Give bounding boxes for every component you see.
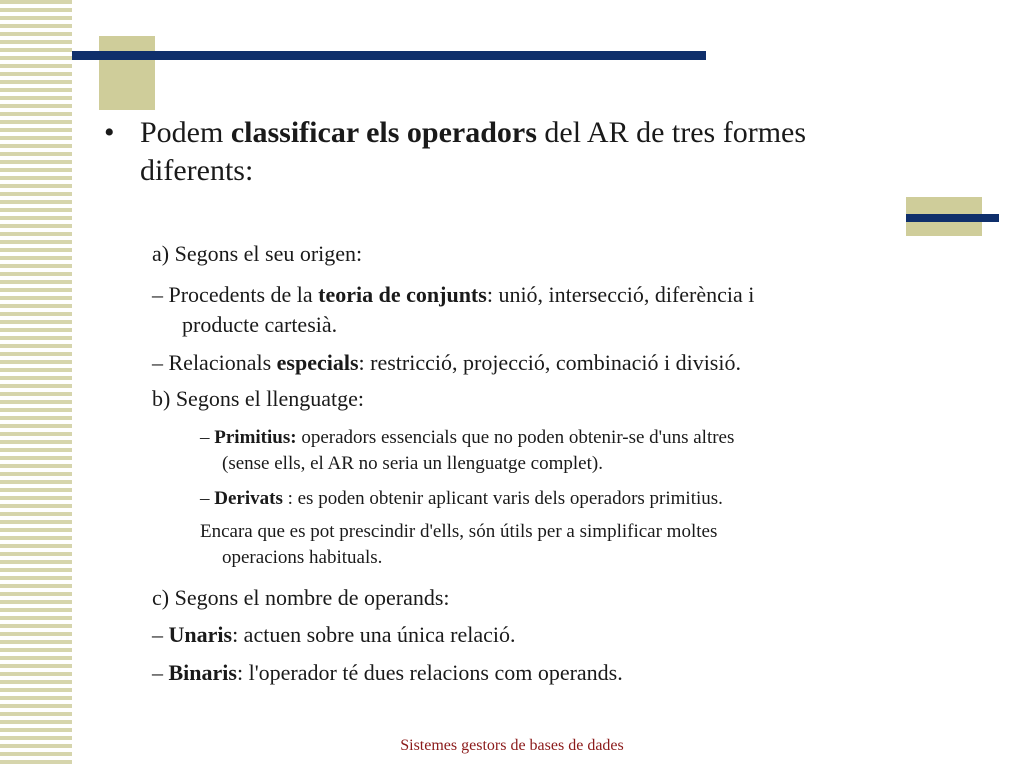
section-b-item1-cont: (sense ells, el AR no seria un llenguatge complet). (222, 453, 603, 474)
bullet-icon: • (104, 116, 115, 149)
section-c-title: c) Segons el nombre de operands: (152, 585, 450, 610)
slide-heading: Podem classificar els operadors del AR de tres formes diferents: (140, 116, 807, 187)
section-a-title: a) Segons el seu origen: (152, 241, 363, 266)
decorative-bar-top (72, 51, 706, 60)
section-b-note-line2: operacions habituals. (222, 547, 383, 568)
section-c-item2: – Binaris: l'operador té dues relacions com operands. (152, 660, 623, 685)
decorative-bar-right (906, 214, 999, 222)
section-b-note-line1: Encara que es pot prescindir d'ells, són útils per a simplificar moltes (200, 521, 718, 542)
section-c-item1: – Unaris: actuen sobre una única relació. (152, 622, 516, 647)
section-b-item1: – Primitius: operadors essencials que no poden obtenir-se d'uns altres (200, 427, 735, 448)
section-a-item1-cont: producte cartesià. (182, 312, 338, 337)
slide-footer: Sistemes gestors de bases de dades (400, 737, 624, 754)
section-a-item1: – Procedents de la teoria de conjunts: unió, intersecció, diferència i (152, 282, 755, 307)
section-b-title: b) Segons el llenguatge: (152, 386, 365, 411)
section-a-item2: – Relacionals especials: restricció, projecció, combinació i divisió. (152, 350, 741, 375)
section-b-item2: – Derivats : es poden obtenir aplicant varis dels operadors primitius. (200, 488, 723, 509)
decorative-square-top (99, 36, 155, 110)
decorative-stripes (0, 0, 72, 768)
